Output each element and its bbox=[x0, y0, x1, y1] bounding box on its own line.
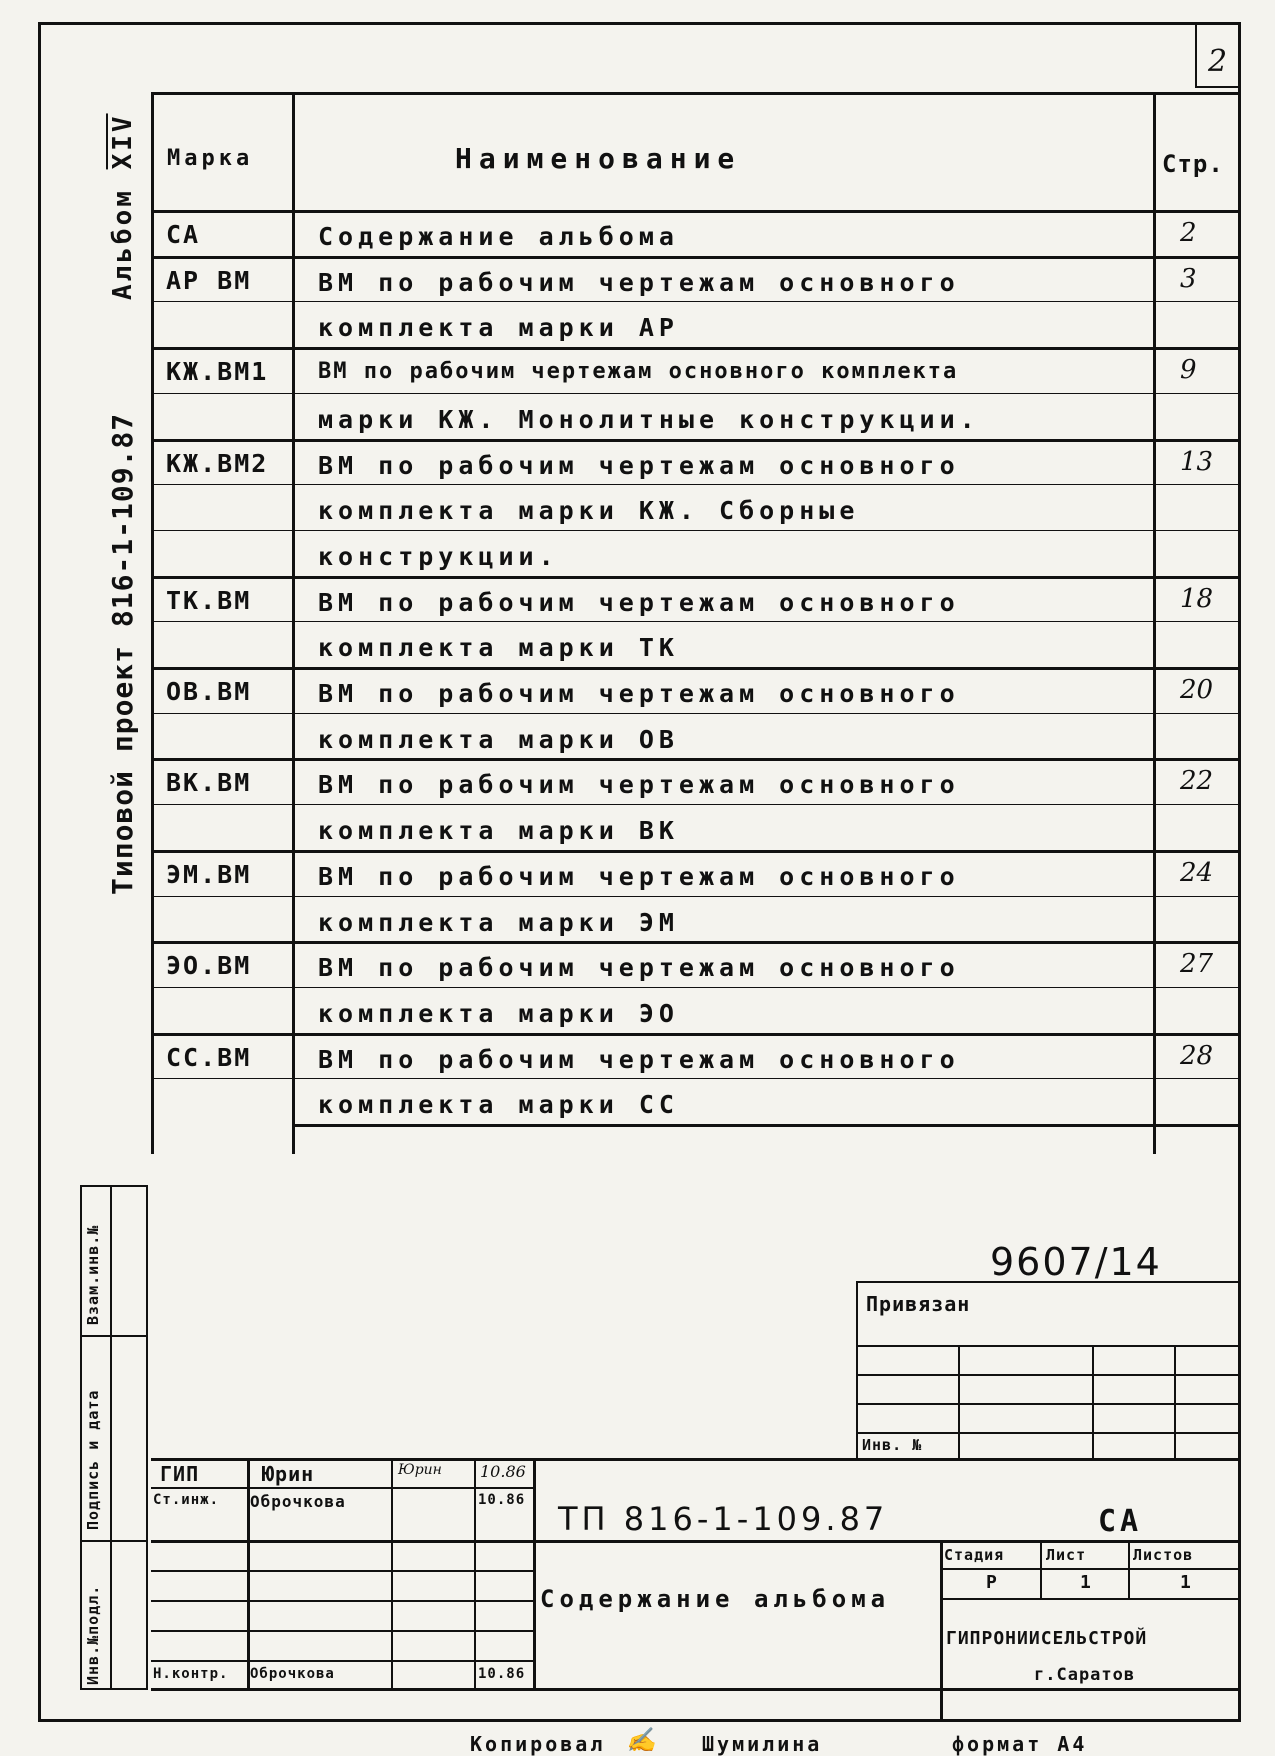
row-name-line: комплекта марки АР bbox=[318, 313, 679, 343]
row-name-line: ВМ по рабочим чертежам основного комплекта bbox=[318, 359, 959, 385]
sheets-header: Листов bbox=[1133, 1546, 1194, 1564]
nkontr-name: Оброчкова bbox=[250, 1666, 335, 1682]
row-separator bbox=[151, 667, 1241, 670]
org-city: г.Саратов bbox=[1034, 1665, 1136, 1685]
contents-table bbox=[151, 92, 1241, 1154]
title-col-d bbox=[533, 1458, 536, 1688]
ch-name: Оброчкова bbox=[250, 1492, 346, 1511]
privyazan-line-1 bbox=[856, 1345, 1241, 1347]
row-name-line: ВМ по рабочим чертежам основного bbox=[318, 861, 960, 891]
nkontr-label: Н.контр. bbox=[153, 1666, 229, 1682]
sheet-number: 2 bbox=[1208, 44, 1228, 79]
title-row-4 bbox=[151, 1600, 533, 1602]
privyazan-line-4 bbox=[856, 1432, 1241, 1434]
row-page: 3 bbox=[1180, 263, 1197, 294]
side-label-podpis: Подпись и дата bbox=[84, 1389, 102, 1530]
row-name-line: комплекта марки ВК bbox=[318, 816, 679, 846]
ch-label: Ст.инж. bbox=[153, 1492, 220, 1508]
stamp-mark: СА bbox=[1098, 1504, 1143, 1539]
row-subline bbox=[151, 713, 1241, 714]
side-album-text: Альбом bbox=[108, 188, 138, 300]
row-subline bbox=[151, 301, 1241, 302]
row-page: 13 bbox=[1180, 446, 1214, 477]
row-name-line: комплекта марки КЖ. Сборные bbox=[318, 496, 860, 526]
side-label-vzam: Взам.инв.№ bbox=[84, 1224, 102, 1325]
row-name-line: ВМ по рабочим чертежам основного bbox=[318, 267, 960, 297]
title-col-e bbox=[940, 1540, 943, 1720]
side-stamp-split bbox=[110, 1185, 112, 1690]
org-name: ГИПРОНИИСЕЛЬСТРОЙ bbox=[946, 1628, 1148, 1649]
side-album-label bbox=[108, 113, 138, 300]
row-separator bbox=[151, 758, 1241, 761]
inventory-code: 9607/14 bbox=[990, 1240, 1162, 1284]
header-mark: Марка bbox=[167, 146, 254, 171]
footer-format: формат А4 bbox=[952, 1732, 1088, 1756]
header-page: Стр. bbox=[1162, 150, 1224, 178]
row-page: 27 bbox=[1180, 949, 1214, 980]
stage-col-1 bbox=[1040, 1540, 1042, 1598]
ch-date: 10.86 bbox=[478, 1492, 526, 1508]
row-name-line: ВМ по рабочим чертежам основного bbox=[318, 770, 960, 800]
stamp-title: Содержание альбома bbox=[540, 1585, 891, 1613]
row-name-line: комплекта марки ЭМ bbox=[318, 907, 679, 937]
row-subline bbox=[151, 1078, 1241, 1079]
row-separator bbox=[151, 850, 1241, 853]
row-name-line: ВМ по рабочим чертежам основного bbox=[318, 679, 960, 708]
row-mark: АР ВМ bbox=[166, 265, 252, 295]
row-subline bbox=[151, 393, 1241, 394]
row-page: 20 bbox=[1180, 675, 1214, 705]
privyazan-label: Привязан bbox=[866, 1292, 971, 1316]
title-row-2 bbox=[151, 1540, 1241, 1543]
inv-no-label: Инв. № bbox=[862, 1436, 923, 1454]
footer-copied: Копировал bbox=[470, 1732, 606, 1756]
stage-header: Стадия bbox=[944, 1546, 1005, 1564]
row-page: 2 bbox=[1180, 218, 1197, 248]
row-name-line: марки КЖ. Монолитные конструкции. bbox=[318, 404, 980, 434]
row-page: 28 bbox=[1180, 1040, 1214, 1071]
row-name-line: комплекта марки ОВ bbox=[318, 724, 679, 754]
gip-date: 10.86 bbox=[480, 1462, 526, 1481]
row-subline bbox=[151, 530, 1241, 531]
title-row-1 bbox=[151, 1487, 533, 1489]
row-name-line: ВМ по рабочим чертежам основного bbox=[318, 587, 960, 617]
row-subline bbox=[151, 484, 1241, 485]
row-page: 22 bbox=[1180, 766, 1214, 797]
row-mark: ЭО.ВМ bbox=[166, 951, 252, 981]
row-separator bbox=[151, 941, 1241, 944]
side-project-label: Типовой проект 816-1-109.87 bbox=[106, 412, 139, 895]
row-separator bbox=[151, 1033, 1241, 1036]
stage-value: Р bbox=[986, 1572, 1001, 1593]
sheets-value: 1 bbox=[1180, 1572, 1195, 1593]
side-album-roman: $\overline{XIV}$ bbox=[108, 113, 138, 170]
privyazan-col-3 bbox=[1174, 1345, 1176, 1461]
gip-name: Юрин bbox=[262, 1462, 315, 1486]
row-mark: СА bbox=[166, 220, 201, 249]
title-row-5 bbox=[151, 1630, 533, 1632]
footer-signature-icon: ✍ bbox=[626, 1726, 660, 1754]
row-mark: ВК.ВМ bbox=[166, 768, 252, 798]
row-mark: КЖ.ВМ2 bbox=[166, 448, 269, 478]
row-separator bbox=[151, 576, 1241, 579]
row-name-line: комплекта марки ЭО bbox=[318, 998, 679, 1028]
row-name-line: ВМ по рабочим чертежам основного bbox=[318, 953, 960, 983]
side-stamp-line-1 bbox=[80, 1335, 148, 1337]
row-name-line: ВМ по рабочим чертежам основного bbox=[318, 450, 960, 480]
row-subline bbox=[151, 987, 1241, 988]
privyazan-line-3 bbox=[856, 1403, 1241, 1405]
row-mark: ОВ.ВМ bbox=[166, 677, 252, 706]
row-page: 24 bbox=[1180, 857, 1214, 888]
row-name-line: ВМ по рабочим чертежам основного bbox=[318, 1044, 960, 1074]
sheet-header: Лист bbox=[1046, 1546, 1087, 1564]
row-separator bbox=[151, 439, 1241, 442]
row-name-line: Содержание альбома bbox=[318, 222, 679, 251]
row-page: 9 bbox=[1180, 355, 1197, 386]
title-row-7 bbox=[151, 1688, 1241, 1691]
privyazan-col-2 bbox=[1092, 1345, 1094, 1461]
row-mark: КЖ.ВМ1 bbox=[166, 357, 269, 387]
row-mark: ТК.ВМ bbox=[166, 585, 252, 615]
table-end-line bbox=[292, 1124, 1241, 1127]
project-code: ТП 816-1-109.87 bbox=[558, 1500, 889, 1538]
title-col-b bbox=[391, 1458, 393, 1688]
privyazan-col-1 bbox=[958, 1345, 960, 1461]
row-name-line: комплекта марки СС bbox=[318, 1090, 679, 1120]
privyazan-line-2 bbox=[856, 1374, 1241, 1376]
stage-col-2 bbox=[1128, 1540, 1130, 1598]
title-row-6 bbox=[151, 1660, 533, 1662]
side-stamp-line-2 bbox=[80, 1540, 148, 1542]
row-page: 18 bbox=[1180, 583, 1214, 614]
row-name-line: комплекта марки ТК bbox=[318, 633, 679, 663]
side-label-inv: Инв.№подл. bbox=[84, 1584, 102, 1685]
row-separator bbox=[151, 256, 1241, 259]
row-subline bbox=[151, 804, 1241, 805]
nkontr-date: 10.86 bbox=[478, 1666, 526, 1682]
gip-signature: Юрин bbox=[398, 1462, 442, 1478]
title-col-c bbox=[474, 1458, 476, 1688]
row-mark: СС.ВМ bbox=[166, 1042, 252, 1072]
col-divider-2 bbox=[1153, 92, 1156, 1154]
row-name-line: конструкции. bbox=[318, 541, 559, 571]
col-divider-1 bbox=[292, 92, 295, 1154]
stage-row-2 bbox=[940, 1598, 1241, 1600]
sheet-value: 1 bbox=[1080, 1572, 1095, 1593]
stage-row-1 bbox=[940, 1568, 1241, 1570]
row-mark: ЭМ.ВМ bbox=[166, 859, 252, 889]
footer-copier: Шумилина bbox=[702, 1732, 823, 1756]
gip-label: ГИП bbox=[160, 1462, 200, 1486]
header-name: Наименование bbox=[455, 142, 742, 175]
row-subline bbox=[151, 896, 1241, 897]
row-subline bbox=[151, 621, 1241, 622]
title-row-3 bbox=[151, 1570, 533, 1572]
row-separator bbox=[151, 347, 1241, 350]
header-bottom-line bbox=[151, 210, 1241, 213]
